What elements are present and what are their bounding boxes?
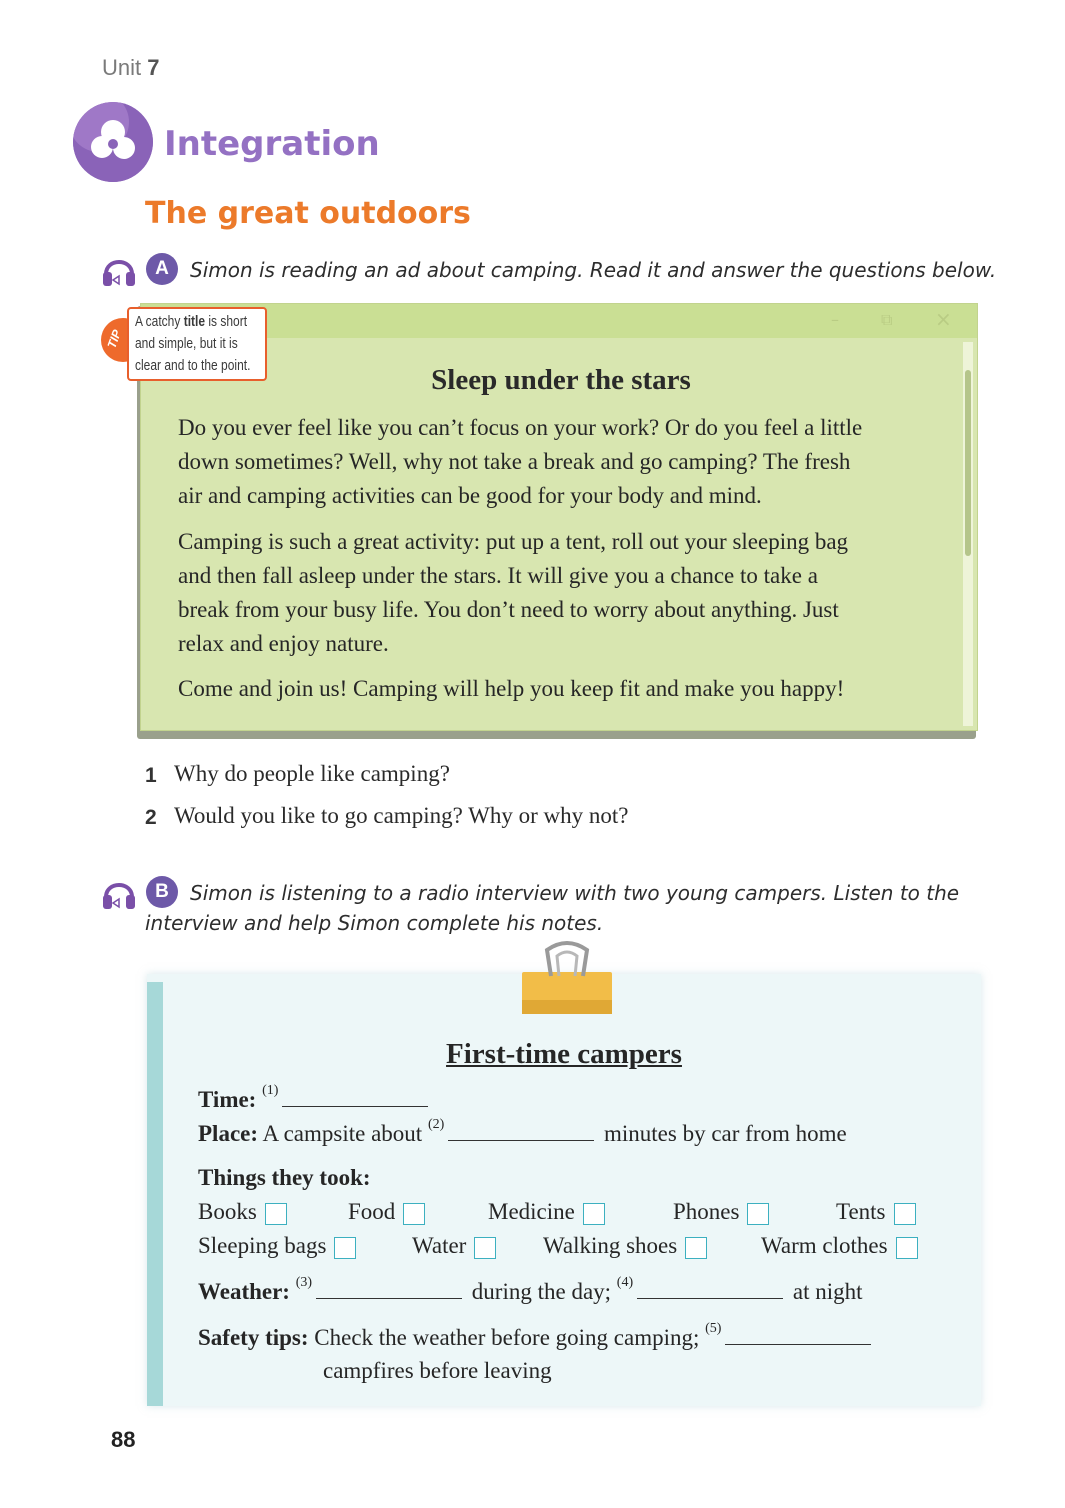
- checklist-item[interactable]: Walking shoes: [543, 1233, 707, 1259]
- minimize-icon[interactable]: –: [831, 310, 839, 329]
- ad-line: break from your busy life. You don’t need to worry about anything. Just: [178, 597, 839, 622]
- answer-blank-5[interactable]: [725, 1324, 871, 1345]
- question-text: Why do people like camping?: [174, 761, 450, 786]
- weather-text: during the day;: [471, 1279, 612, 1304]
- tip-line-2: and simple, but it is: [135, 335, 238, 352]
- ad-title: Sleep under the stars: [431, 364, 691, 396]
- time-row: [198, 1083, 432, 1113]
- checkbox[interactable]: [265, 1203, 287, 1225]
- ad-paragraph-2: [178, 525, 948, 661]
- tip-line-3: clear and to the point.: [135, 357, 251, 374]
- lesson-title: The great outdoors: [145, 196, 471, 231]
- section-title: Integration: [164, 124, 380, 164]
- checklist-item[interactable]: Tents: [836, 1199, 916, 1225]
- checkbox[interactable]: [685, 1237, 707, 1259]
- ad-paragraph-3: [178, 672, 948, 706]
- safety-label: Safety tips:: [198, 1325, 309, 1350]
- checklist-item[interactable]: Phones: [673, 1199, 769, 1225]
- place-text-end: minutes by car from home: [604, 1121, 847, 1146]
- checkbox[interactable]: [474, 1237, 496, 1259]
- headphones-icon[interactable]: [101, 250, 137, 290]
- activity-b-badge: B: [146, 876, 178, 908]
- ad-line: down sometimes? Well, why not take a break and go camping? The fresh: [178, 449, 851, 474]
- safety-text-line-2: campfires before leaving: [323, 1358, 552, 1383]
- notes-card: [147, 974, 981, 1406]
- ad-scrollbar-thumb[interactable]: [965, 370, 971, 556]
- ad-line: Do you ever feel like you can’t focus on your work? Or do you feel a little: [178, 415, 863, 440]
- activity-b-instruction-line-2: interview and help Simon complete his notes.: [145, 911, 604, 935]
- blank-number: (4): [616, 1275, 634, 1290]
- checkbox[interactable]: [583, 1203, 605, 1225]
- safety-row: [198, 1321, 875, 1351]
- activity-a-instruction: Simon is reading an ad about camping. Read it and answer the questions below.: [190, 258, 997, 282]
- tip-callout: [101, 306, 267, 382]
- things-label: Things they took:: [198, 1165, 371, 1190]
- blank-number: (3): [295, 1275, 313, 1290]
- question-text: Would you like to go camping? Why or why not?: [174, 803, 629, 828]
- checklist-item[interactable]: Sleeping bags: [198, 1233, 356, 1259]
- checkbox[interactable]: [403, 1203, 425, 1225]
- ad-line: and then fall asleep under the stars. It will give you a chance to take a: [178, 563, 818, 588]
- question-number: 2: [145, 806, 157, 829]
- blank-number: (5): [705, 1321, 722, 1336]
- close-icon[interactable]: ×: [935, 307, 952, 331]
- place-row: [198, 1117, 847, 1147]
- page-number: 88: [111, 1427, 136, 1452]
- answer-blank-3[interactable]: [316, 1278, 462, 1299]
- checkbox[interactable]: [747, 1203, 769, 1225]
- checkbox[interactable]: [894, 1203, 916, 1225]
- weather-label: Weather:: [198, 1279, 290, 1304]
- checklist-item[interactable]: Books: [198, 1199, 287, 1225]
- headphones-icon[interactable]: [101, 873, 137, 913]
- tip-box: [127, 307, 267, 381]
- place-label: Place:: [198, 1121, 259, 1146]
- restore-icon[interactable]: ⧉: [881, 310, 893, 329]
- checklist-item[interactable]: Medicine: [488, 1199, 605, 1225]
- blank-number: (2): [427, 1117, 445, 1132]
- weather-text-end: at night: [792, 1279, 863, 1304]
- unit-label: Unit: [102, 55, 142, 80]
- ad-line: relax and enjoy nature.: [178, 631, 389, 656]
- checklist-item[interactable]: Water: [412, 1233, 496, 1259]
- checklist-item[interactable]: Warm clothes: [761, 1233, 918, 1259]
- place-text: A campsite about: [262, 1121, 423, 1146]
- tip-label: TIP: [104, 327, 125, 351]
- ad-paragraph-1: [178, 411, 948, 513]
- ad-line: Camping is such a great activity: put up a tent, roll out your sleeping bag: [178, 529, 849, 554]
- unit-heading: [102, 55, 160, 81]
- tip-line-1: A catchy title is short: [135, 313, 248, 330]
- answer-blank-1[interactable]: [282, 1086, 428, 1107]
- answer-blank-4[interactable]: [637, 1278, 783, 1299]
- activity-a-badge: A: [146, 253, 178, 285]
- blank-number: (1): [262, 1083, 279, 1098]
- unit-number: 7: [147, 55, 160, 80]
- time-label: Time:: [198, 1087, 257, 1112]
- ad-line: Come and join us! Camping will help you keep fit and make you happy!: [178, 676, 845, 701]
- notes-title: First-time campers: [446, 1038, 682, 1070]
- binder-clip-icon: [521, 940, 613, 1016]
- safety-text: Check the weather before going camping;: [314, 1325, 700, 1350]
- answer-blank-2[interactable]: [448, 1120, 594, 1141]
- checklist-item[interactable]: Food: [348, 1199, 425, 1225]
- weather-row: [198, 1275, 863, 1305]
- activity-b-instruction-line-1: Simon is listening to a radio interview with two young campers. Listen to the: [190, 881, 960, 905]
- question-number: 1: [145, 764, 157, 787]
- integration-icon: [73, 102, 153, 182]
- ad-line: air and camping activities can be good for your body and mind.: [178, 483, 762, 508]
- checkbox[interactable]: [334, 1237, 356, 1259]
- checkbox[interactable]: [896, 1237, 918, 1259]
